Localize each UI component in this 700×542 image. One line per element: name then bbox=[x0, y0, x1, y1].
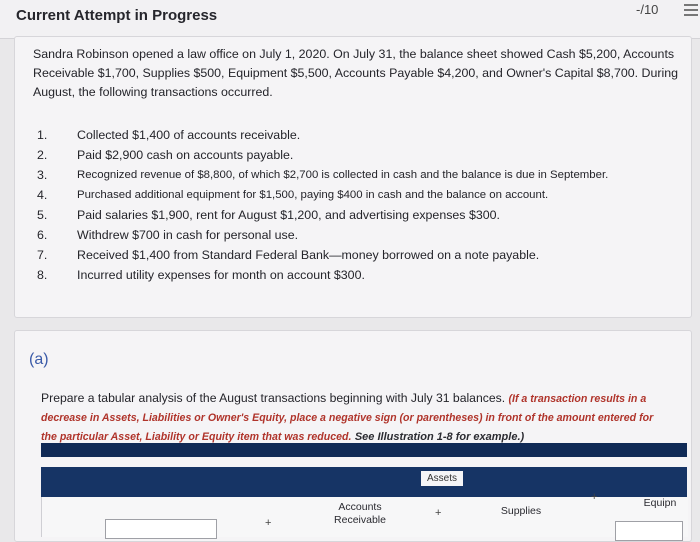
plus-sign: + bbox=[435, 507, 442, 519]
list-item bbox=[37, 265, 677, 285]
transaction-text: Withdrew $700 in cash for personal use. bbox=[77, 228, 299, 242]
amount-input[interactable] bbox=[105, 519, 217, 539]
transaction-number: 3. bbox=[37, 168, 48, 182]
transaction-text: Collected $1,400 of accounts receivable. bbox=[77, 128, 301, 142]
column-header-accounts-receivable: Accounts Receivable bbox=[334, 501, 386, 526]
menu-icon[interactable] bbox=[684, 4, 698, 18]
transaction-number: 4. bbox=[37, 188, 48, 202]
column-header-supplies: Supplies bbox=[500, 505, 542, 517]
part-label: (a) bbox=[29, 351, 49, 368]
part-a-card bbox=[14, 330, 692, 542]
transaction-number: 2. bbox=[37, 148, 48, 162]
transaction-number: 5. bbox=[37, 208, 48, 222]
list-item bbox=[37, 245, 677, 265]
list-item bbox=[37, 145, 677, 165]
top-bar bbox=[0, 0, 700, 39]
attempt-title: Current Attempt in Progress bbox=[16, 7, 218, 24]
assets-group-header: Assets bbox=[421, 471, 463, 486]
amount-input[interactable] bbox=[615, 521, 683, 541]
transaction-list bbox=[37, 125, 677, 285]
transaction-text: Received $1,400 from Standard Federal Bank—money borrowed on a note payable. bbox=[77, 248, 540, 262]
score-display: -/10 bbox=[636, 2, 659, 17]
plus-sign: + bbox=[265, 517, 272, 529]
transaction-text: Recognized revenue of $8,800, of which $2,700 is collected in cash and the balance is due in September. bbox=[77, 169, 609, 181]
list-item bbox=[37, 185, 677, 205]
list-item bbox=[37, 165, 677, 185]
transaction-text: Incurred utility expenses for month on account $300. bbox=[77, 268, 365, 282]
list-item bbox=[37, 205, 677, 225]
transaction-text: Purchased additional equipment for $1,500, paying $400 in cash and the balance on account. bbox=[77, 189, 549, 201]
transaction-text: Paid $2,900 cash on accounts payable. bbox=[77, 148, 294, 162]
transaction-number: 6. bbox=[37, 228, 48, 242]
prompt-text: Prepare a tabular analysis of the August transactions beginning with July 31 balances. bbox=[41, 391, 506, 405]
column-header-equipment: Equipn bbox=[643, 497, 677, 509]
part-a-prompt bbox=[41, 389, 671, 446]
prompt-note-ref: See Illustration 1-8 for example.) bbox=[354, 431, 525, 443]
transaction-text: Paid salaries $1,900, rent for August $1,200, and advertising expenses $300. bbox=[77, 208, 500, 222]
list-item bbox=[37, 225, 677, 245]
table-top-rule bbox=[41, 443, 687, 457]
list-item bbox=[37, 125, 677, 145]
transaction-number: 1. bbox=[37, 128, 48, 142]
transaction-number: 8. bbox=[37, 268, 48, 282]
problem-intro: Sandra Robinson opened a law office on July 1, 2020. On July 31, the balance sheet showed Cash $5,200, Accounts Receivable $1,700, Supplies $500, Equipment $5,500, Accounts Payable $4,200, and Owner's Capital $8,700. During August, the following transactions occurred. bbox=[33, 47, 679, 99]
prompt-note: (If a transaction results in a decrease in Assets, Liabilities or Owner's Equity, place a negative sign (or parentheses) in front of the amount entered for the particular Asset, Liability or Equity item that was reduced. bbox=[41, 393, 654, 443]
transaction-number: 7. bbox=[37, 248, 48, 262]
plus-sign: + bbox=[591, 491, 598, 503]
problem-card bbox=[14, 36, 692, 318]
